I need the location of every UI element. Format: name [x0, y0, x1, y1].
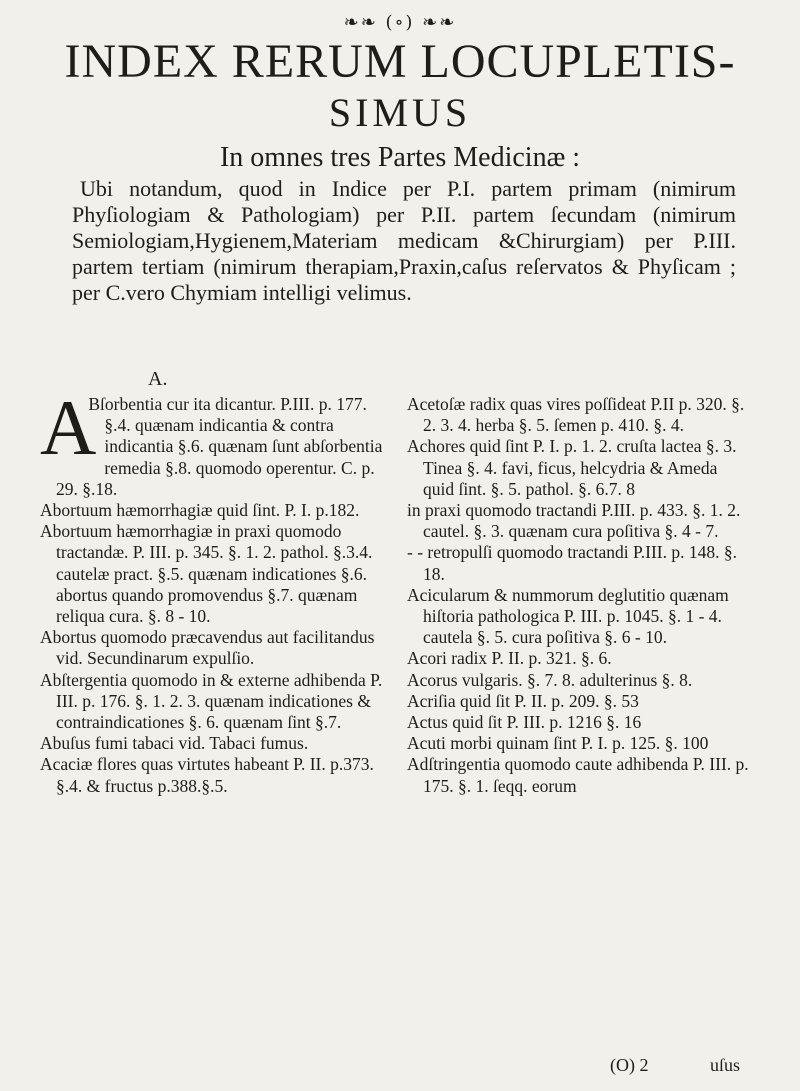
index-entry: Abortus quomodo præcavendus aut facilitandus vid. Secundinarum expulſio. [40, 627, 375, 669]
page-title-continuation: SIMUS [328, 90, 472, 135]
index-entry: Abſtergentia quomodo in & externe adhibenda P. III. p. 176. §. 1. 2. 3. quænam indicationes & contraindicationes §. 6. quænam ſint §.7. [40, 669, 383, 733]
index-entry: Achores quid ſint P. I. p. 1. 2. cruſta lactea §. 3. Tinea §. 4. favi, ficus, helcydria & Ameda quid ſint. §. 5. pathol. §. 6.7. 8 [407, 436, 737, 499]
header-ornament: ❧❧ (∘) ❧❧ [343, 12, 457, 33]
left-column [40, 384, 385, 797]
intro-paragraph: Ubi notandum, quod in Indice per P.I. partem primam (nimirum Phyſiologiam & Pathologiam) per P.II. partem ſecundam (nimirum Semiologiam,Hygienem,Materiam medicam &Chirurgiam) per P.III. partem tertiam (nimirum therapiam,Praxin,caſus reſervatos & Phyſicam ; per C.vero Chymiam intelligi velimus. [72, 176, 736, 305]
page-subtitle: In omnes tres Partes Medicinæ : [219, 142, 581, 173]
index-entry: Acorus vulgaris. §. 7. 8. adulterinus §. 8. [407, 669, 693, 690]
index-entry: - - retropulſi quomodo tractandi P.III. p. 148. §. 18. [407, 542, 738, 584]
page-title: INDEX RERUM LOCUPLETIS- [64, 35, 736, 88]
index-entry: Actus quid ſit P. III. p. 1216 §. 16 [407, 712, 642, 733]
index-entry: Abortuum hæmorrhagiæ in praxi quomodo tractandæ. P. III. p. 345. §. 1. 2. pathol. §.3.4. cautelæ pract. §.5. quænam indicationes §.6. abortus quando promovendus §.7. quænam reliqua cura. §. 8 - 10. [40, 521, 373, 627]
right-column [407, 394, 752, 797]
index-entry: Acuti morbi quinam ſint P. I. p. 125. §. 100 [407, 733, 709, 754]
index-entry: Abortuum hæmorrhagiæ quid ſint. P. I. p.182. [40, 500, 360, 521]
signature-mark: (O) 2 [610, 1055, 649, 1075]
index-entry-text: Bſorbentia cur ita dicantur. P.III. p. 177. §.4. quænam indicantia & contra indicantia §.6. quænam ſunt abſorbentia remedia §.8. quomodo operentur. C. p. 29. §.18. [56, 394, 383, 499]
drop-cap: A [40, 384, 97, 471]
section-letter: A. [148, 368, 168, 390]
index-entry: in praxi quomodo tractandi P.III. p. 433. §. 1. 2. cautel. §. 3. quænam cura poſitiva §. 4 - 7. [407, 500, 741, 542]
index-entry: Acetoſæ radix quas vires poſſideat P.II p. 320. §. 2. 3. 4. herba §. 5. ſemen p. 410. §. 4. [407, 394, 745, 436]
index-entry: Acori radix P. II. p. 321. §. 6. [407, 648, 612, 669]
index-entry [40, 384, 385, 500]
index-entry: Acicularum & nummorum deglutitio quænam hiſtoria pathologica P. III. p. 1045. §. 1 - 4. cautela §. 5. cura poſitiva §. 6 - 10. [407, 584, 729, 648]
index-entry: Abuſus fumi tabaci vid. Tabaci fumus. [40, 733, 309, 754]
page-footer [610, 1055, 760, 1076]
index-entry: Acaciæ flores quas virtutes habeant P. II. p.373. §.4. & fructus p.388.§.5. [40, 754, 374, 796]
catchword: uſus [710, 1055, 741, 1075]
index-entry: Acriſia quid ſit P. II. p. 209. §. 53 [407, 690, 639, 711]
index-entry: Adſtringentia quomodo caute adhibenda P. III. p. 175. §. 1. ſeqq. eorum [407, 754, 749, 796]
